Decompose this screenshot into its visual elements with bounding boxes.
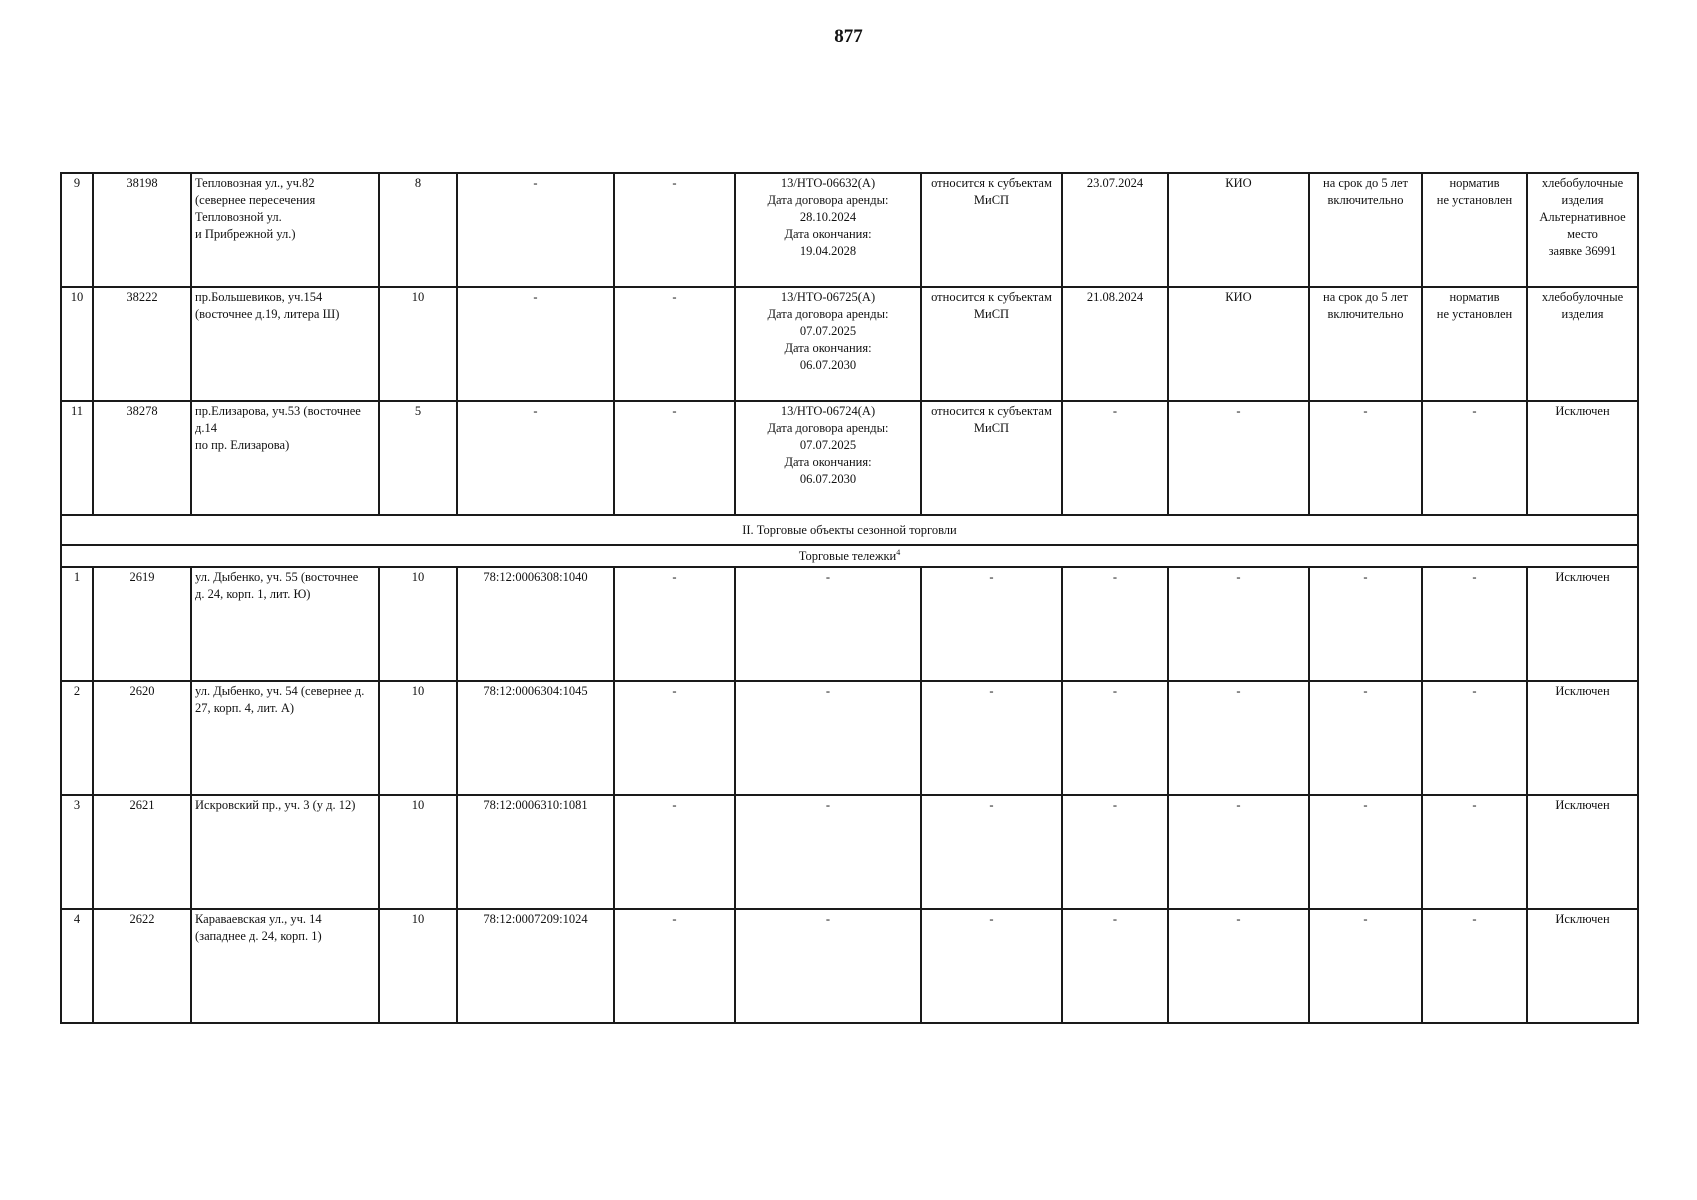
subsection-title-text: Торговые тележки [798, 548, 897, 563]
object-id-cell: 38278 [93, 401, 191, 515]
specialization-cell: Исключен [1527, 567, 1638, 681]
address-cell: Караваевская ул., уч. 14 (западнее д. 24, корп. 1) [191, 909, 379, 1023]
contract-cell: 13/НТО-06725(А) Дата договора аренды: 07.07.2025 Дата окончания: 06.07.2030 [735, 287, 921, 401]
cadastral-number-cell: - [457, 173, 614, 287]
norm-cell: норматив не установлен [1422, 287, 1527, 401]
date-cell: 23.07.2024 [1062, 173, 1168, 287]
contract-cell: 13/НТО-06724(А) Дата договора аренды: 07.07.2025 Дата окончания: 06.07.2030 [735, 401, 921, 515]
subsection-header-row [61, 545, 1638, 567]
cadastral-number-cell: 78:12:0006304:1045 [457, 681, 614, 795]
section-title: II. Торговые объекты сезонной торговли [61, 515, 1638, 545]
specialization-cell: Исключен [1527, 795, 1638, 909]
organization-cell: КИО [1168, 173, 1309, 287]
address-cell: Искровский пр., уч. 3 (у д. 12) [191, 795, 379, 909]
address-cell: пр.Большевиков, уч.154 (восточнее д.19, литера Ш) [191, 287, 379, 401]
row-number-cell: 3 [61, 795, 93, 909]
cadastral-number-cell: - [457, 401, 614, 515]
object-id-cell: 2620 [93, 681, 191, 795]
registry-table [60, 172, 1639, 1024]
area-cell: 8 [379, 173, 457, 287]
area-cell: 5 [379, 401, 457, 515]
norm-cell: - [1422, 567, 1527, 681]
footnote-marker: 4 [896, 547, 901, 557]
contract-cell: - [735, 567, 921, 681]
subsection-title [61, 545, 1638, 567]
date-cell: - [1062, 681, 1168, 795]
contract-cell: - [735, 795, 921, 909]
column-6-cell: - [614, 173, 735, 287]
address-cell: ул. Дыбенко, уч. 54 (севернее д. 27, корп. 4, лит. А) [191, 681, 379, 795]
term-cell: на срок до 5 лет включительно [1309, 173, 1422, 287]
object-id-cell: 38198 [93, 173, 191, 287]
norm-cell: - [1422, 795, 1527, 909]
column-6-cell: - [614, 401, 735, 515]
organization-cell: - [1168, 567, 1309, 681]
object-id-cell: 38222 [93, 287, 191, 401]
norm-cell: - [1422, 681, 1527, 795]
cadastral-number-cell: 78:12:0006308:1040 [457, 567, 614, 681]
date-cell: - [1062, 401, 1168, 515]
date-cell: - [1062, 909, 1168, 1023]
area-cell: 10 [379, 681, 457, 795]
subject-status-cell: относится к субъектам МиСП [921, 287, 1062, 401]
date-cell: - [1062, 795, 1168, 909]
specialization-cell: хлебобулочные изделия Альтернативное место заявке 36991 [1527, 173, 1638, 287]
norm-cell: - [1422, 909, 1527, 1023]
table-row [61, 567, 1638, 681]
section-header-row [61, 515, 1638, 545]
date-cell: 21.08.2024 [1062, 287, 1168, 401]
row-number-cell: 9 [61, 173, 93, 287]
area-cell: 10 [379, 287, 457, 401]
organization-cell: - [1168, 909, 1309, 1023]
subject-status-cell: - [921, 681, 1062, 795]
cadastral-number-cell: - [457, 287, 614, 401]
area-cell: 10 [379, 567, 457, 681]
term-cell: - [1309, 401, 1422, 515]
column-6-cell: - [614, 681, 735, 795]
specialization-cell: хлебобулочные изделия [1527, 287, 1638, 401]
term-cell: - [1309, 681, 1422, 795]
contract-cell: 13/НТО-06632(А) Дата договора аренды: 28.10.2024 Дата окончания: 19.04.2028 [735, 173, 921, 287]
table-row [61, 681, 1638, 795]
page-number: 877 [834, 26, 863, 47]
table-row [61, 173, 1638, 287]
address-cell: пр.Елизарова, уч.53 (восточнее д.14 по пр. Елизарова) [191, 401, 379, 515]
table-row [61, 795, 1638, 909]
table-body [61, 173, 1638, 1023]
table-row [61, 401, 1638, 515]
column-6-cell: - [614, 795, 735, 909]
address-cell: ул. Дыбенко, уч. 55 (восточнее д. 24, корп. 1, лит. Ю) [191, 567, 379, 681]
term-cell: - [1309, 909, 1422, 1023]
subject-status-cell: - [921, 909, 1062, 1023]
object-id-cell: 2621 [93, 795, 191, 909]
row-number-cell: 11 [61, 401, 93, 515]
row-number-cell: 10 [61, 287, 93, 401]
norm-cell: норматив не установлен [1422, 173, 1527, 287]
subject-status-cell: - [921, 795, 1062, 909]
cadastral-number-cell: 78:12:0007209:1024 [457, 909, 614, 1023]
subject-status-cell: - [921, 567, 1062, 681]
row-number-cell: 1 [61, 567, 93, 681]
column-6-cell: - [614, 909, 735, 1023]
organization-cell: - [1168, 795, 1309, 909]
column-6-cell: - [614, 567, 735, 681]
organization-cell: - [1168, 401, 1309, 515]
term-cell: - [1309, 567, 1422, 681]
object-id-cell: 2619 [93, 567, 191, 681]
term-cell: на срок до 5 лет включительно [1309, 287, 1422, 401]
norm-cell: - [1422, 401, 1527, 515]
organization-cell: - [1168, 681, 1309, 795]
contract-cell: - [735, 681, 921, 795]
term-cell: - [1309, 795, 1422, 909]
table-row [61, 287, 1638, 401]
address-cell: Тепловозная ул., уч.82 (севернее пересечения Тепловозной ул. и Прибрежной ул.) [191, 173, 379, 287]
column-6-cell: - [614, 287, 735, 401]
contract-cell: - [735, 909, 921, 1023]
specialization-cell: Исключен [1527, 681, 1638, 795]
specialization-cell: Исключен [1527, 909, 1638, 1023]
organization-cell: КИО [1168, 287, 1309, 401]
table-row [61, 909, 1638, 1023]
subject-status-cell: относится к субъектам МиСП [921, 173, 1062, 287]
object-id-cell: 2622 [93, 909, 191, 1023]
specialization-cell: Исключен [1527, 401, 1638, 515]
cadastral-number-cell: 78:12:0006310:1081 [457, 795, 614, 909]
row-number-cell: 2 [61, 681, 93, 795]
row-number-cell: 4 [61, 909, 93, 1023]
date-cell: - [1062, 567, 1168, 681]
area-cell: 10 [379, 795, 457, 909]
area-cell: 10 [379, 909, 457, 1023]
subject-status-cell: относится к субъектам МиСП [921, 401, 1062, 515]
